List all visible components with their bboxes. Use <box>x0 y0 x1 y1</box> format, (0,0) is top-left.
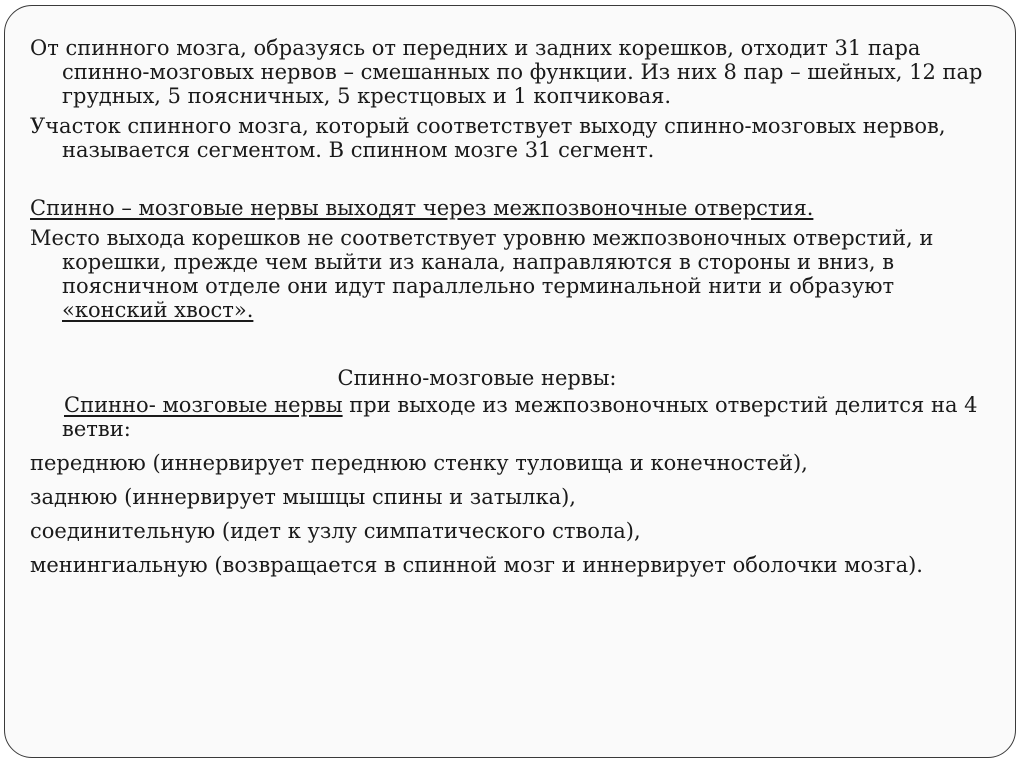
paragraph-four-branches <box>30 393 994 441</box>
branch-item-meningeal: менингиальную (возвращается в спинной мозг и иннервирует оболочки мозга). <box>30 553 923 577</box>
paragraph-spinal-nerves-count: От спинного мозга, образуясь от передних и задних корешков, отходит 31 пара спинно-мозговых нервов – смешанных по функции. Из них 8 пар – шейных, 12 пар грудных, 5 поясничных, 5 крестцовых и 1 копчиковая. <box>30 36 983 108</box>
paragraph-intervertebral-exit <box>30 196 994 220</box>
subheading-spinal-nerves: Спинно-мозговые нервы: <box>337 366 617 390</box>
slide-content <box>30 36 994 577</box>
four-branches-text: при выходе из межпозвоночных отверстий делится на 4 ветви: <box>62 393 978 441</box>
underlined-exit-statement: Спинно – мозговые нервы выходят через межпозвоночные отверстия. <box>30 196 814 220</box>
branch-item-posterior: заднюю (иннервирует мышцы спины и затылка), <box>30 485 576 509</box>
paragraph-roots-exit <box>30 226 994 322</box>
paragraph-segment-definition: Участок спинного мозга, который соответствует выходу спинно-мозговых нервов, называется сегментом. В спинном мозге 31 сегмент. <box>30 114 946 162</box>
underlined-spinal-nerves: Спинно- мозговые нервы <box>64 393 343 417</box>
horse-tail-term: «конский хвост». <box>62 298 254 322</box>
branch-item-anterior: переднюю (иннервирует переднюю стенку туловища и конечностей), <box>30 451 808 475</box>
roots-exit-text: Место выхода корешков не соответствует уровню межпозвоночных отверстий, и корешки, прежде чем выйти из канала, направляются в стороны и вниз, в поясничном отделе они идут параллельно терминальной нити и образуют <box>30 226 934 298</box>
branch-item-communicating: соединительную (идет к узлу симпатического ствола), <box>30 519 641 543</box>
